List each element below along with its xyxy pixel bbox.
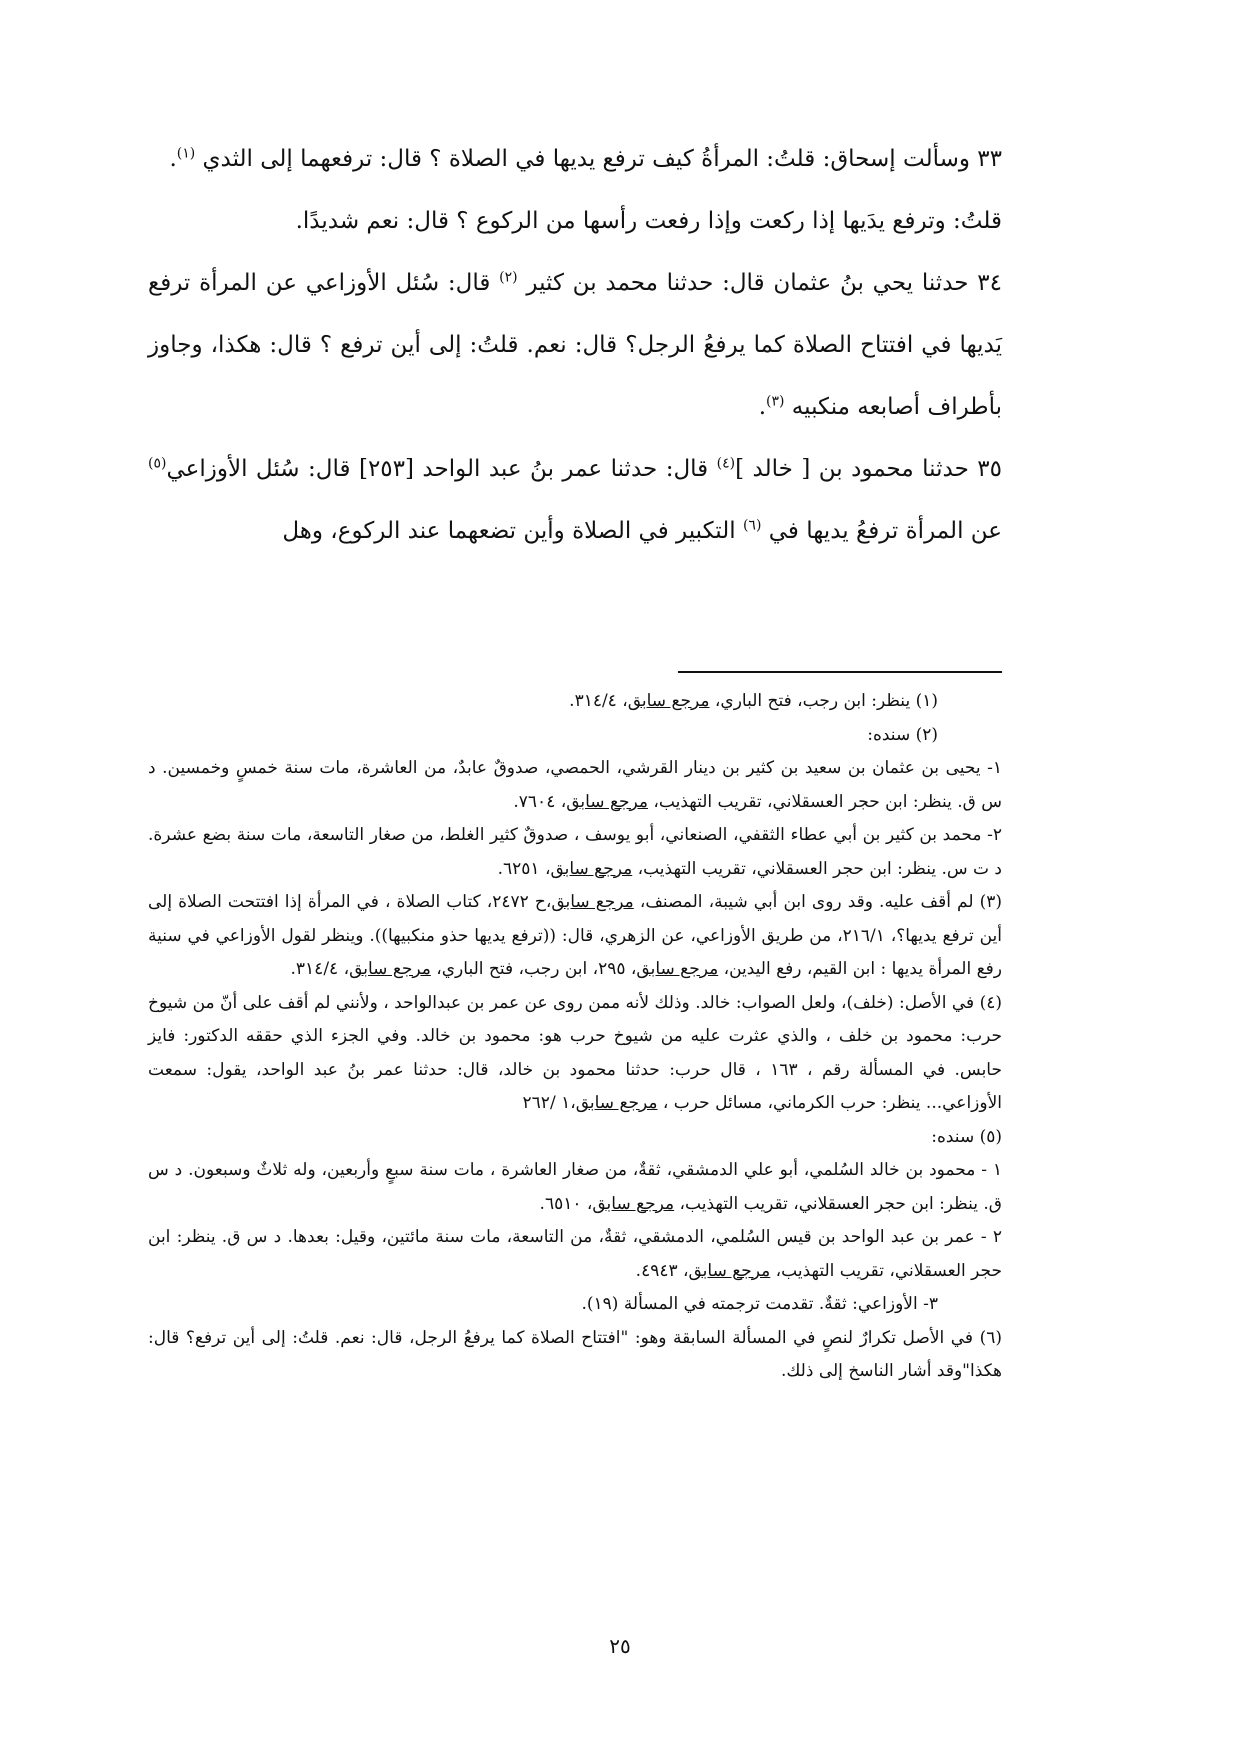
footnote-ref-4[interactable]: (٤) bbox=[716, 455, 736, 472]
paragraph-33-continued: قلتُ: وترفع يدَيها إذا ركعت وإذا رفعت رأسها من الركوع ؟ قال: نعم شديدًا. bbox=[295, 208, 1002, 234]
reference-link: مرجع سابق bbox=[349, 959, 431, 979]
reference-link: مرجع سابق bbox=[550, 858, 633, 879]
footnote-divider bbox=[678, 671, 1002, 673]
footnote-ref-1[interactable]: (١) bbox=[176, 145, 196, 162]
reference-link: مرجع سابق bbox=[592, 1193, 675, 1214]
reference-link: مرجع سابق bbox=[575, 1093, 658, 1113]
footnote-5-item-3: ٣- الأوزاعي: ثقةٌ. تقدمت ترجمته في المسألة (١٩). bbox=[581, 1294, 938, 1314]
footnote-5: (٥) سنده: bbox=[931, 1126, 1002, 1147]
page-number: ٢٥ bbox=[609, 1634, 631, 1658]
footnote-3: (٣) لم أقف عليه. وقد روى ابن أبي شيبة، المصنف، مرجع سابق،ح ٢٤٧٢، كتاب الصلاة ، في المرأة إذا افتتحت الصلاة إلى أين ترفع يديها؟، ٢١٦/١، من طريق الأوزاعي، عن الزهري، قال: ((ترفع يديها حذو منكبيها)). وينظر لقول الأوزاعي في سنية رفع المرأة يديها : ابن القيم، رفع اليدين، مرجع سابق، ٢٩٥، ابن رجب، فتح الباري، مرجع سابق، ٣١٤/٤. bbox=[148, 892, 1003, 979]
footnote-2-item-2: ٢- محمد بن كثير بن أبي عطاء الثقفي، الصنعاني، أبو يوسف ، صدوقٌ كثير الغلط، من صغار التاسعة، مات سنة بضع عشرة. د ت س. ينظر: ابن حجر العسقلاني، تقريب التهذيب، مرجع سابق، ٦٢٥١. bbox=[148, 825, 1002, 879]
reference-link: مرجع سابق bbox=[551, 892, 634, 912]
footnote-4: (٤) في الأصل: (خلف)، ولعل الصواب: خالد. وذلك لأنه ممن روى عن عمر بن عبدالواحد ، ولأنني لم أقف على أنّ من شيوخ حرب: محمود بن خلف ، والذي عثرت عليه من شيوخ حرب هو: محمود بن خالد. وفي الجزء الذي حققه الدكتور: فايز حابس. في المسألة رقم ، ١٦٣ ، قال حرب: حدثنا محمود بن خالد، قال: حدثنا عمر بنُ عبد الواحد، يقول: سمعت الأوزاعي... ينظر: حرب الكرماني، مسائل حرب ، مرجع سابق،١ /٢٦٢ bbox=[148, 992, 1002, 1113]
footnote-1: (١) ينظر: ابن رجب، فتح الباري، مرجع سابق، ٣١٤/٤. bbox=[569, 691, 938, 711]
footnotes bbox=[148, 685, 1002, 1389]
reference-link: مرجع سابق bbox=[627, 691, 710, 711]
footnote-ref-6[interactable]: (٦) bbox=[742, 517, 762, 534]
footnote-ref-5[interactable]: (٥) bbox=[148, 455, 167, 472]
footnote-2: (٢) سنده: bbox=[867, 724, 938, 745]
footnote-6: (٦) في الأصل تكرارٌ لنصٍ في المسألة السابقة وهو: "افتتاح الصلاة كما يرفعُ الرجل، قال: نعم. قلتُ: إلى أين ترفع؟ قال: هكذا"وقد أشار الناسخ إلى ذلك. bbox=[148, 1327, 1002, 1381]
footnote-ref-3[interactable]: (٣) bbox=[766, 393, 785, 410]
reference-link: مرجع سابق bbox=[636, 959, 719, 979]
paragraph-33: ٣٣ وسألت إسحاق: قلتُ: المرأةُ كيف ترفع يديها في الصلاة ؟ قال: ترفعهما إلى الثدي $^{(١)}$. bbox=[169, 145, 1002, 172]
paragraph-34: ٣٤ حدثنا يحي بنُ عثمان قال: حدثنا محمد بن كثير $^{(٢)}$ قال: سُئل الأوزاعي عن المرأة ترفع يَديها في افتتاح الصلاة كما يرفعُ الرجل؟ قال: نعم. قلتُ: إلى أين ترفع ؟ قال: هكذا، وجاوز بأطراف أصابعه منكبيه $^{(٣)}$. bbox=[148, 269, 1002, 420]
reference-link: مرجع سابق bbox=[688, 1260, 771, 1281]
reference-link: مرجع سابق bbox=[566, 791, 648, 812]
footnote-ref-2[interactable]: (٢) bbox=[499, 269, 518, 286]
paragraph-35: ٣٥ حدثنا محمود بن [ خالد ]$^{(٤)}$ قال: حدثنا عمر بنُ عبد الواحد [٢٥٣] قال: سُئل الأوزاعي$^{(٥)}$ عن المرأة ترفعُ يديها في $^{(٦)}$ التكبير في الصلاة وأين تضعهما عند الركوع، وهل bbox=[148, 455, 1002, 544]
footnote-5-item-1: ١ - محمود بن خالد السُلمي، أبو علي الدمشقي، ثقةٌ، من صغار العاشرة ، مات سنة سبعٍ وأربعين، وله ثلاثٌ وسبعون. د س ق. ينظر: ابن حجر العسقلاني، تقريب التهذيب، مرجع سابق، ٦٥١٠. bbox=[148, 1160, 1002, 1214]
main-text bbox=[148, 128, 1002, 562]
footnote-2-item-1: ١- يحيى بن عثمان بن سعيد بن كثير بن دينار القرشي، الحمصي، صدوقٌ عابدٌ، من العاشرة، مات سنة خمسٍ وخمسين. د س ق. ينظر: ابن حجر العسقلاني، تقريب التهذيب، مرجع سابق، ٧٦٠٤. bbox=[148, 758, 1002, 812]
footnote-5-item-2: ٢ - عمر بن عبد الواحد بن قيس السُلمي، الدمشقي، ثقةٌ، من التاسعة، مات سنة مائتين، وقيل: بعدها. د س ق. ينظر: ابن حجر العسقلاني، تقريب التهذيب، مرجع سابق، ٤٩٤٣. bbox=[148, 1227, 1002, 1281]
